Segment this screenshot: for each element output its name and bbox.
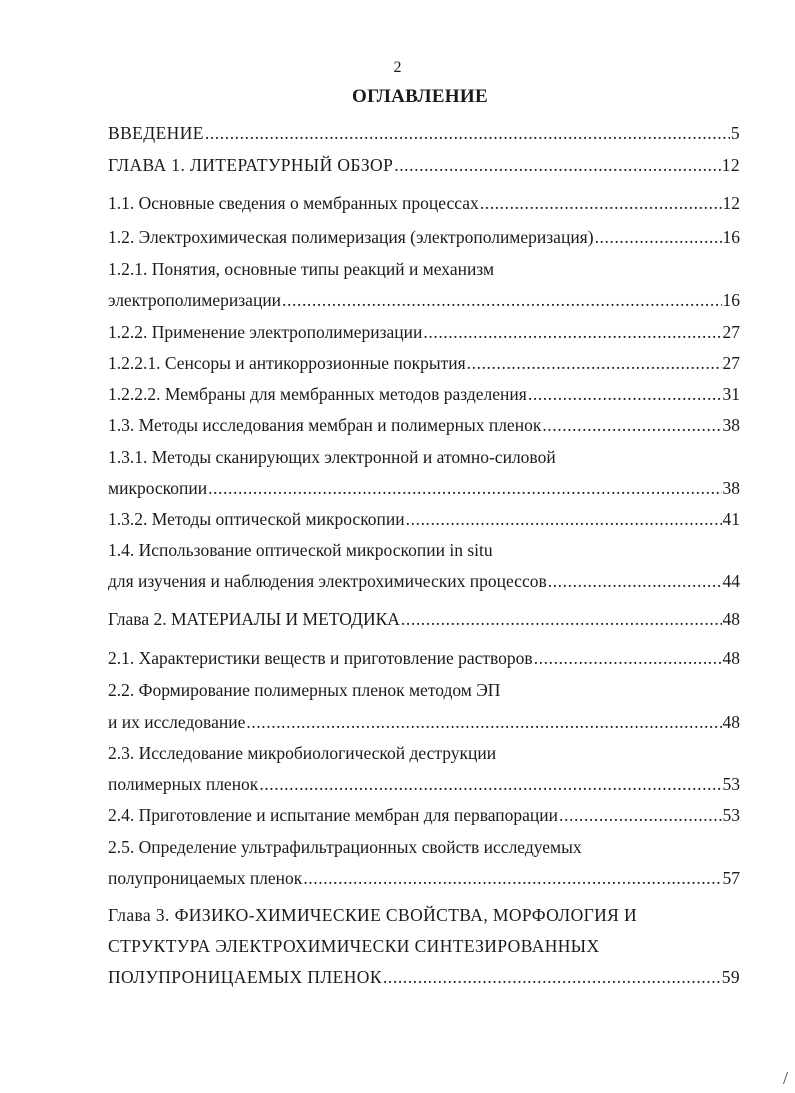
toc-entry-text: 1.1. Основные сведения о мембранных процессах (108, 193, 479, 213)
toc-entry (108, 647, 740, 669)
toc-entry-page: 44 (722, 571, 740, 591)
toc-entry (108, 383, 740, 405)
toc-entry-page: 57 (722, 868, 740, 888)
toc-entry (108, 477, 740, 499)
toc-entry-page: 16 (722, 227, 740, 247)
toc-entry-line1: Глава 3. ФИЗИКО-ХИМИЧЕСКИЕ СВОЙСТВА, МОРФОЛОГИЯ И (108, 905, 638, 925)
toc-entry (108, 122, 740, 144)
toc-entry-page: 27 (722, 353, 740, 373)
toc-entry-line2: СТРУКТУРА ЭЛЕКТРОХИМИЧЕСКИ СИНТЕЗИРОВАННЫХ (108, 936, 600, 956)
toc-entry (108, 226, 740, 248)
toc-entry-page: 31 (722, 384, 740, 404)
toc-entry-text: электрополимеризации (108, 290, 282, 310)
toc-entry (108, 508, 740, 530)
toc-entry-line1: 1.4. Использование оптической микроскопии in situ (108, 540, 493, 560)
toc-entry-page: 53 (722, 805, 740, 825)
toc-entry-page: 38 (722, 478, 740, 498)
toc-entry-page: 41 (722, 509, 740, 529)
toc-entry-page: 38 (722, 415, 740, 435)
toc-entry-text: 1.2.2. Применение электрополимеризации (108, 322, 423, 342)
toc-entry-text: Глава 2. МАТЕРИАЛЫ И МЕТОДИКА (108, 609, 400, 629)
toc-entry-text: 1.2. Электрохимическая полимеризация (электрополимеризация) (108, 227, 594, 247)
toc-entry (108, 321, 740, 343)
toc-entry (108, 154, 740, 176)
toc-entry-line1: 1.2.1. Понятия, основные типы реакций и механизм (108, 259, 495, 279)
toc-entry-page: 12 (722, 193, 740, 213)
toc-entry (108, 192, 740, 214)
toc-entry-page: 48 (722, 609, 740, 629)
toc-entry (108, 289, 740, 311)
toc-entry-text: для изучения и наблюдения электрохимических процессов (108, 571, 547, 591)
toc-entry-page: 27 (722, 322, 740, 342)
toc-entry (108, 352, 740, 374)
scan-mark: / (783, 1068, 789, 1088)
toc-entry (108, 966, 740, 988)
toc-entry-page: 59 (721, 967, 740, 987)
toc-entry-line1: 2.3. Исследование микробиологической деструкции (108, 743, 497, 763)
toc-entry-line1: 2.2. Формирование полимерных пленок методом ЭП (108, 680, 501, 700)
toc-entry (108, 711, 740, 733)
toc-entry-text: ПОЛУПРОНИЦАЕМЫХ ПЛЕНОК (108, 967, 382, 987)
toc-entry (108, 804, 740, 826)
toc-entry (108, 773, 740, 795)
toc-entry (108, 414, 740, 436)
toc-entry-text: полимерных пленок (108, 774, 259, 794)
toc-entry-page: 12 (721, 155, 740, 175)
toc-entry-page: 48 (722, 712, 740, 732)
toc-entry-page: 16 (722, 290, 740, 310)
toc-entry (108, 867, 740, 889)
toc-entry-text: микроскопии (108, 478, 208, 498)
toc-entry-text: полупроницаемых пленок (108, 868, 303, 888)
toc-entry-line1: 2.5. Определение ультрафильтрационных свойств исследуемых (108, 837, 582, 857)
toc-entry-text: 2.1. Характеристики веществ и приготовление растворов (108, 648, 533, 668)
toc-entry-page: 48 (722, 648, 740, 668)
toc-entry-text: 1.2.2.2. Мембраны для мембранных методов разделения (108, 384, 527, 404)
toc-entry-text: ВВЕДЕНИЕ (108, 123, 204, 143)
toc-entry-text: и их исследование (108, 712, 246, 732)
toc-entry-text: 1.3. Методы исследования мембран и полимерных пленок (108, 415, 542, 435)
toc-entry (108, 570, 740, 592)
toc-entry-page: 53 (722, 774, 740, 794)
toc-entry-text: 1.3.2. Методы оптической микроскопии (108, 509, 405, 529)
toc-entry-page: 5 (730, 123, 740, 143)
page-title: ОГЛАВЛЕНИЕ (352, 86, 488, 107)
toc-entry (108, 608, 740, 630)
toc-entry-text: 1.2.2.1. Сенсоры и антикоррозионные покрытия (108, 353, 466, 373)
page-number: 2 (393, 59, 402, 76)
toc-entry-text: ГЛАВА 1. ЛИТЕРАТУРНЫЙ ОБЗОР (108, 155, 394, 175)
toc-entry-text: 2.4. Приготовление и испытание мембран для первапорации (108, 805, 559, 825)
toc-entry-line1: 1.3.1. Методы сканирующих электронной и атомно-силовой (108, 447, 556, 467)
